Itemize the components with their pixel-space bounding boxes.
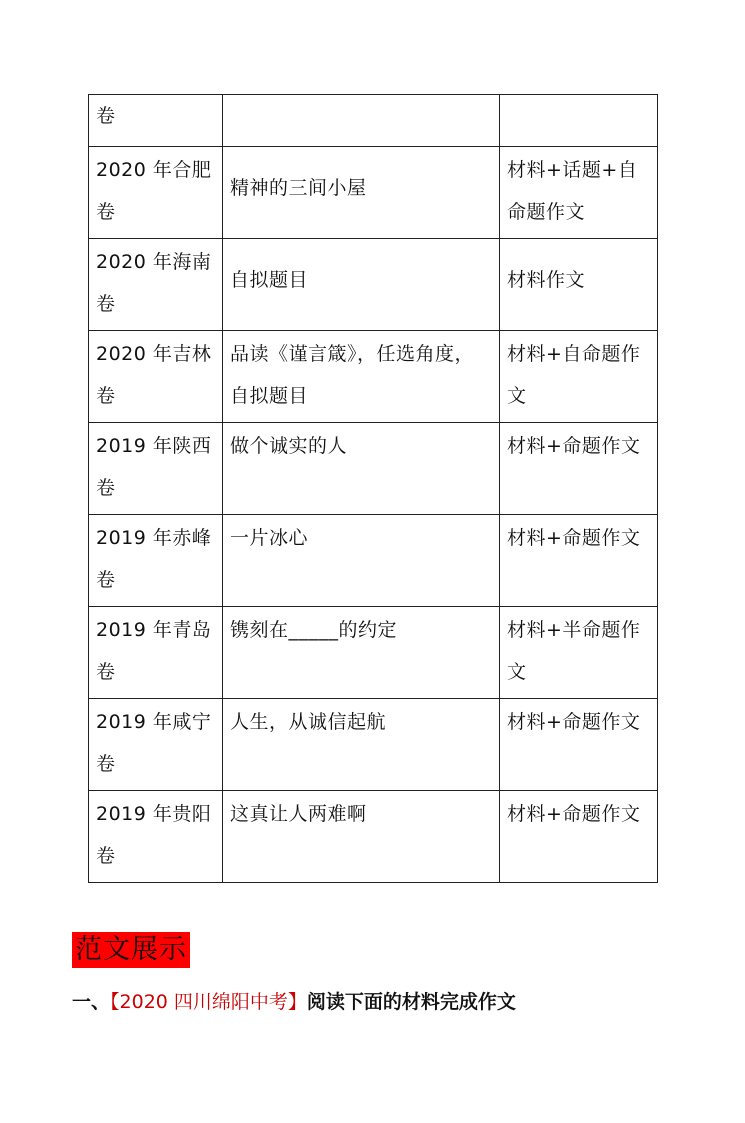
topic-cell: 这真让人两难啊 (223, 791, 500, 883)
heading-source: 【2020 四川绵阳中考】 (110, 991, 307, 1013)
table-row (89, 515, 658, 607)
exam-cell: 2019 年贵阳卷 (89, 791, 223, 883)
topic-cell: 人生，从诚信起航 (223, 699, 500, 791)
table-row (89, 699, 658, 791)
type-cell: 材料+半命题作文 (500, 607, 658, 699)
table-row (89, 331, 658, 423)
exam-cell: 2020 年海南卷 (89, 239, 223, 331)
topic-cell: 自拟题目 (223, 239, 500, 331)
section-title: 范文展示 (72, 932, 190, 968)
type-cell: 材料+命题作文 (500, 423, 658, 515)
topic-cell: 镌刻在_____的约定 (223, 607, 500, 699)
table-row (89, 791, 658, 883)
type-cell: 材料+自命题作文 (500, 331, 658, 423)
exam-topic-table (88, 94, 658, 883)
topic-cell: 做个诚实的人 (223, 423, 500, 515)
essay-heading (72, 988, 516, 1016)
type-cell: 材料+命题作文 (500, 699, 658, 791)
type-cell (500, 95, 658, 147)
exam-cell: 2019 年青岛卷 (89, 607, 223, 699)
exam-cell: 2019 年咸宁卷 (89, 699, 223, 791)
type-cell: 材料+命题作文 (500, 515, 658, 607)
table-row (89, 607, 658, 699)
exam-cell: 2020 年合肥卷 (89, 147, 223, 239)
table-row (89, 423, 658, 515)
type-cell: 材料+话题+自命题作文 (500, 147, 658, 239)
table-row (89, 147, 658, 239)
topic-cell: 品读《谨言箴》，任选角度，自拟题目 (223, 331, 500, 423)
table-row (89, 239, 658, 331)
table-row (89, 95, 658, 147)
heading-prefix: 一、 (72, 991, 111, 1013)
exam-cell: 2019 年陕西卷 (89, 423, 223, 515)
type-cell: 材料+命题作文 (500, 791, 658, 883)
exam-cell: 2019 年赤峰卷 (89, 515, 223, 607)
topic-cell: 精神的三间小屋 (223, 147, 500, 239)
exam-cell: 卷 (89, 95, 223, 147)
type-cell: 材料作文 (500, 239, 658, 331)
heading-instruction: 阅读下面的材料完成作文 (306, 991, 516, 1013)
topic-cell: 一片冰心 (223, 515, 500, 607)
exam-cell: 2020 年吉林卷 (89, 331, 223, 423)
topic-cell (223, 95, 500, 147)
